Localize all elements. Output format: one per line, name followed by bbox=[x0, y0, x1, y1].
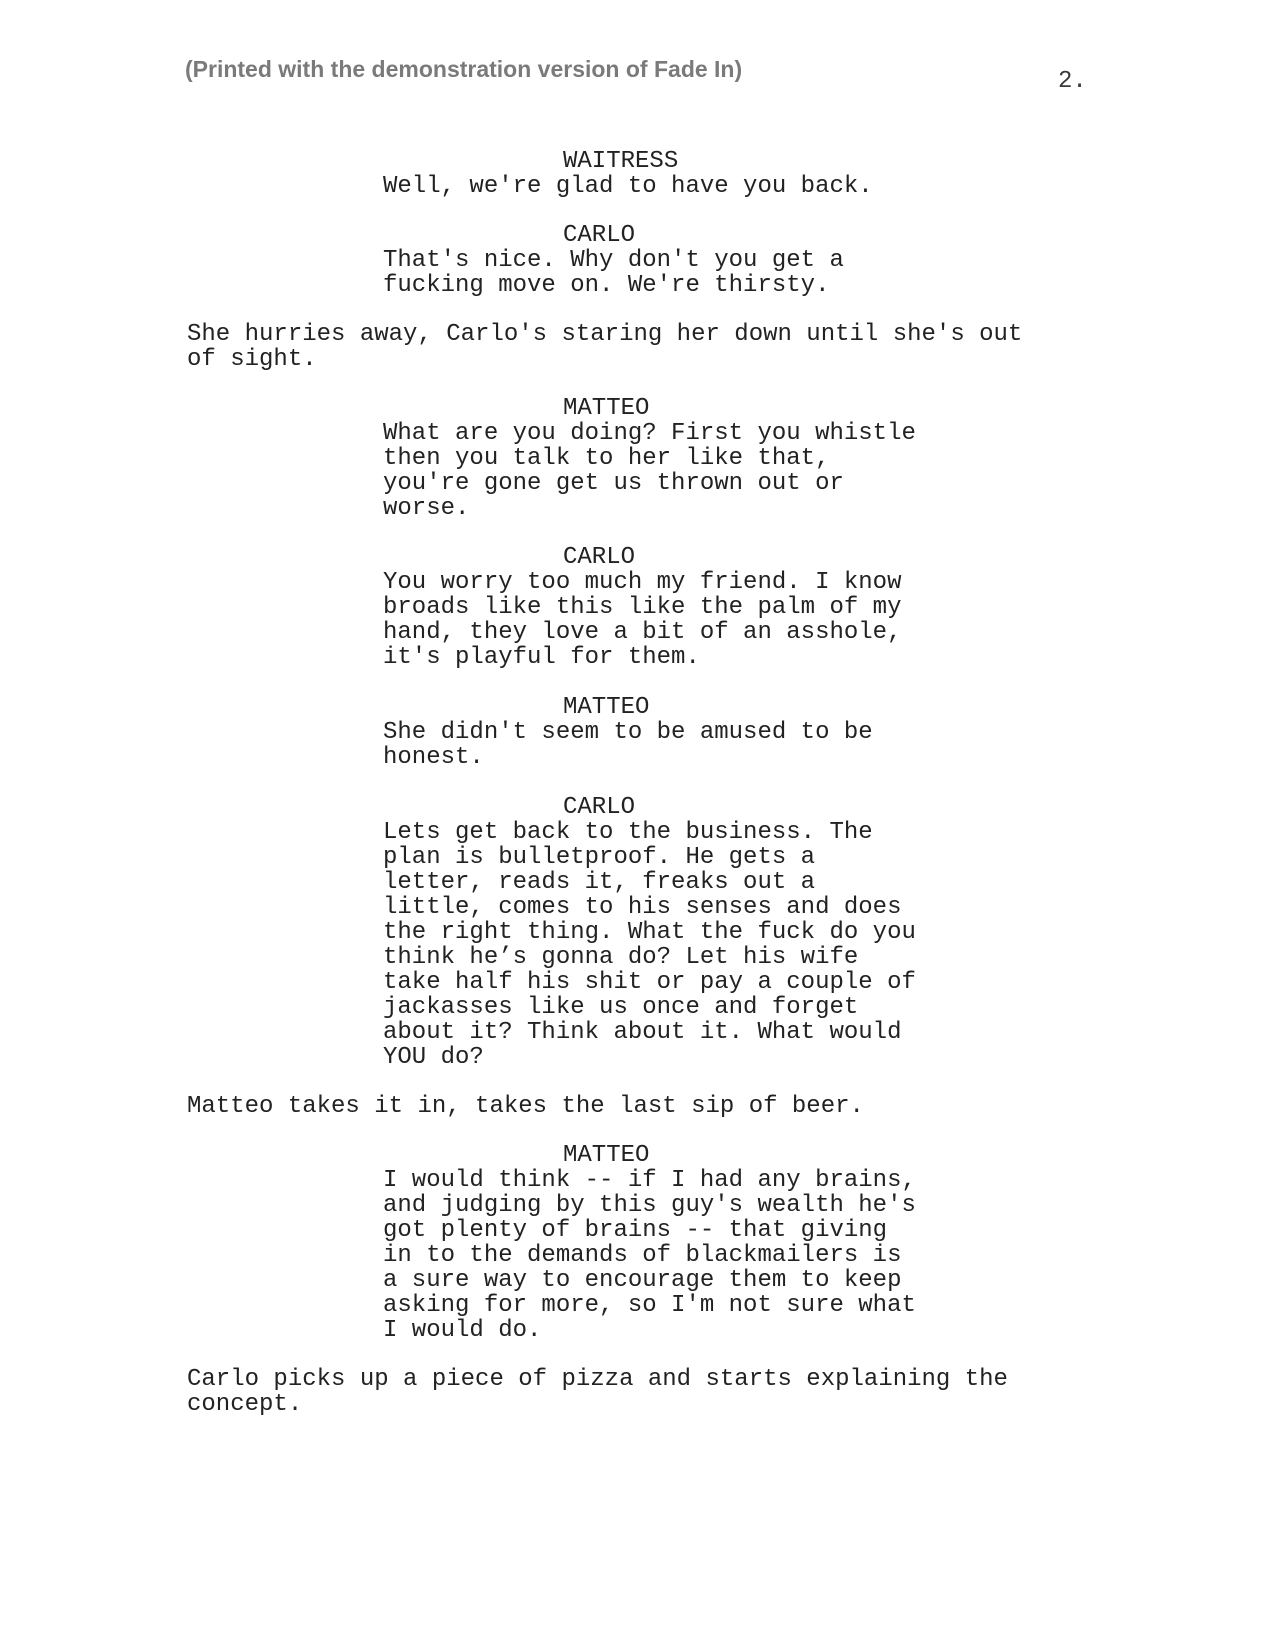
character-name: CARLO bbox=[563, 222, 636, 249]
page-number: 2. bbox=[1058, 68, 1087, 95]
dialogue: Lets get back to the business. The plan is bulletproof. He gets a letter, reads it, freaks out a little, comes to his senses and does the right thing. What the fuck do you think he’s gonna do? Let his wife take half his shit or pay a couple of jackasses like us once and forget about it? Think about it. What would YOU do? bbox=[383, 819, 916, 1071]
character-name: WAITRESS bbox=[563, 148, 679, 175]
dialogue: That's nice. Why don't you get a fucking move on. We're thirsty. bbox=[383, 247, 844, 299]
dialogue: She didn't seem to be amused to be honest. bbox=[383, 719, 873, 771]
dialogue: You worry too much my friend. I know broads like this like the palm of my hand, they love a bit of an asshole, it's playful for them. bbox=[383, 569, 902, 671]
character-name: CARLO bbox=[563, 544, 636, 571]
dialogue: I would think -- if I had any brains, and judging by this guy's wealth he's got plenty of brains -- that giving in to the demands of blackmailers is a sure way to encourage them to keep asking for more, so I'm not sure what I would do. bbox=[383, 1167, 916, 1344]
character-name: CARLO bbox=[563, 794, 636, 821]
demo-watermark: (Printed with the demonstration version of Fade In) bbox=[185, 56, 743, 82]
dialogue: What are you doing? First you whistle then you talk to her like that, you're gone get us thrown out or worse. bbox=[383, 420, 916, 522]
action-line: Carlo picks up a piece of pizza and starts explaining the concept. bbox=[187, 1366, 1008, 1418]
action-line: Matteo takes it in, takes the last sip of beer. bbox=[187, 1093, 864, 1120]
action-line: She hurries away, Carlo's staring her down until she's out of sight. bbox=[187, 321, 1023, 373]
character-name: MATTEO bbox=[563, 1142, 650, 1169]
character-name: MATTEO bbox=[563, 395, 650, 422]
dialogue: Well, we're glad to have you back. bbox=[383, 173, 873, 200]
character-name: MATTEO bbox=[563, 694, 650, 721]
